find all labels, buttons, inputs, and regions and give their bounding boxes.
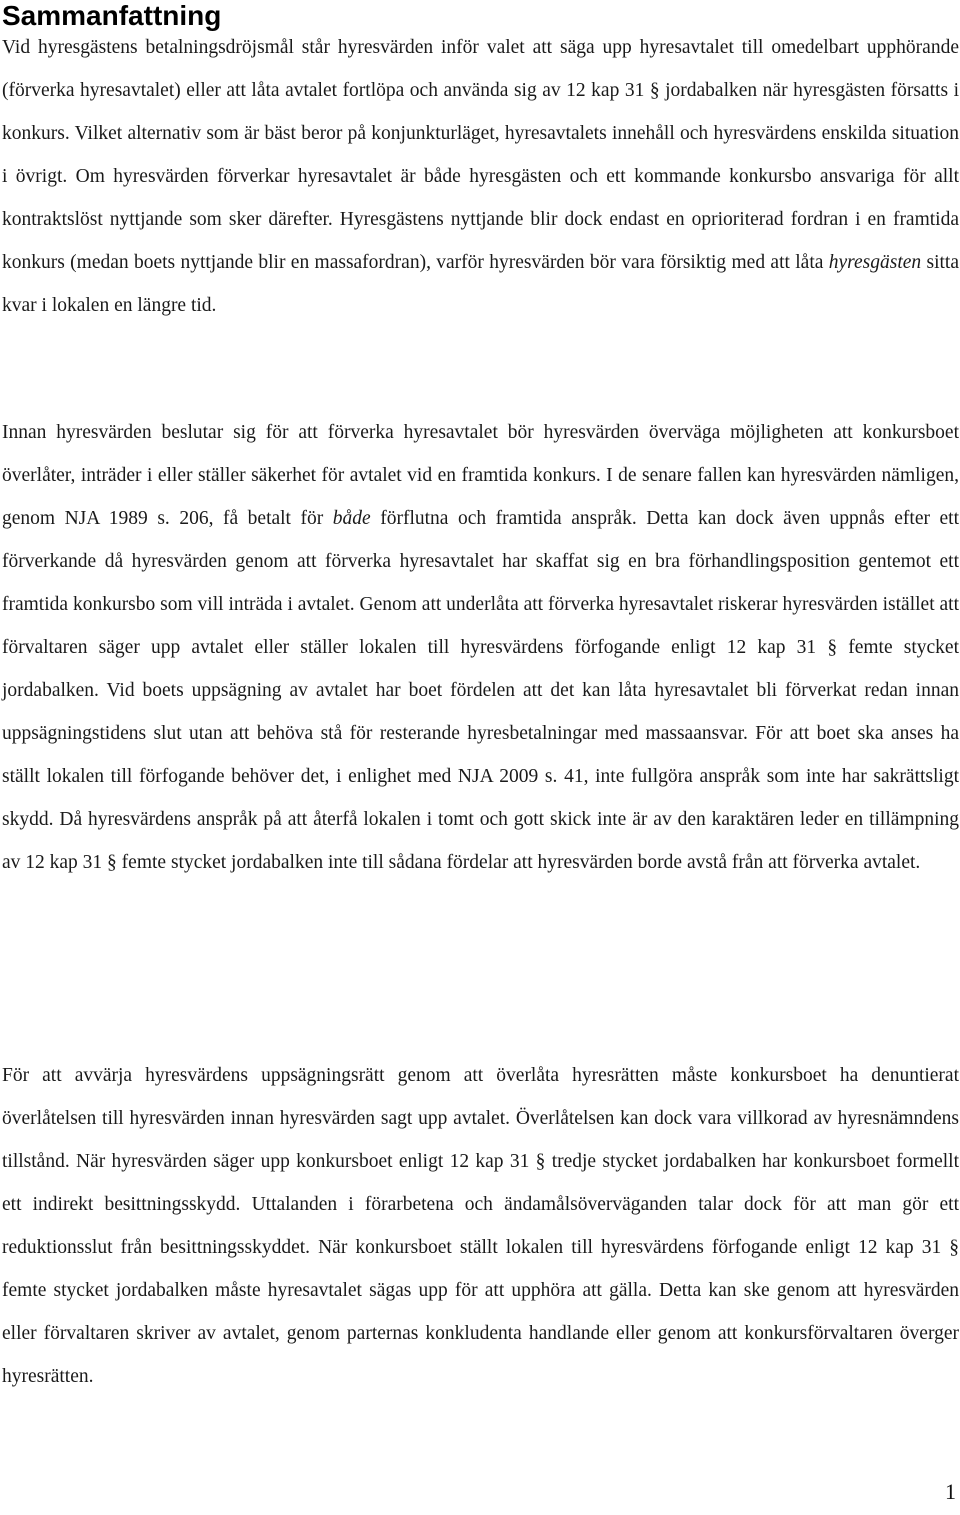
paragraph-1-italic-term: hyresgästen bbox=[828, 252, 922, 273]
paragraph-1-text-start: Vid hyresgästens betalningsdröjsmål står hyresvärden inför valet att säga upp hyresavtalet till omedelbart upphörande (förverka hyresavtalet) eller att låta avtalet fortlöpa och använda sig av 12 kap 31 § jordabalken när hyresgästen försatts i konkurs. Vilket alternativ som är bäst beror på konjunkturläget, hyresavtalets innehåll och hyresvärdens enskilda situation i övrigt. Om hyresvärden förverkar hyresavtalet är både hyresgästen och ett kommande konkursbo ansvariga för allt kontraktslöst nyttjande som sker därefter. Hyresgästens nyttjande blir dock endast en oprioriterad fordran i en framtida konkurs (medan boets nyttjande blir en massafordran), varför hyresvärden bör vara försiktig med att låta bbox=[2, 37, 959, 273]
paragraph-2-italic-term: både bbox=[332, 508, 371, 529]
summary-paragraph-3: För att avvärja hyresvärdens uppsägningsrätt genom att överlåta hyresrätten måste konkursboet ha denuntierat överlåtelsen till hyresvärden innan hyresvärden sagt upp avtalet. Överlåtelsen kan dock vara villkorad av hyresnämndens tillstånd. När hyresvärden säger upp konkursboet enligt 12 kap 31 § tredje stycket jordabalken har konkursboet formellt ett indirekt besittningsskydd. Uttalanden i förarbetena och ändamålsöverväganden talar dock för att man gör ett reduktionsslut från besittningsskyddet. När konkursboet ställt lokalen till hyresvärdens förfogande enligt 12 kap 31 § femte stycket jordabalken måste hyresavtalet sägas upp för att upphöra att gälla. Detta kan ske genom att hyresvärden eller förvaltaren skriver av avtalet, genom parternas konkludenta handlande eller genom att konkursförvaltaren överger hyresrätten. bbox=[2, 1065, 959, 1387]
paragraph-2-text-end: förflutna och framtida anspråk. Detta kan dock även uppnås efter ett förverkande då hyresvärden genom att förverka hyresavtalet har skaffat sig en bra förhandlingsposition gentemot ett framtida konkursbo som vill inträda i avtalet. Genom att underlåta att förverka hyresavtalet riskerar hyresvärden istället att förvaltaren säger upp avtalet eller ställer lokalen till hyresvärdens förfogande enligt 12 kap 31 § femte stycket jordabalken. Vid boets uppsägning av avtalet har boet fördelen att det kan låta hyresavtalet bli förverkat redan innan uppsägningstidens slut utan att behöva stå för resterande hyresbetalningar med massaansvar. För att boet ska anses ha ställt lokalen till förfogande behöver det, i enlighet med NJA 2009 s. 41, inte fullgöra anspråk som inte har sakrättsligt skydd. Då hyresvärdens anspråk på att återfå lokalen i tomt och gott skick inte är av den karaktären leder en tillämpning av 12 kap 31 § femte stycket jordabalken inte till sådana fördelar att hyresvärden borde avstå från att förverka avtalet. bbox=[2, 508, 959, 873]
section-heading: Sammanfattning bbox=[2, 0, 222, 31]
summary-paragraph-1 bbox=[2, 26, 959, 327]
page-number: 1 bbox=[945, 1479, 956, 1504]
summary-paragraph-2 bbox=[2, 411, 959, 884]
paragraph-2-text-start: Innan hyresvärden beslutar sig för att förverka hyresavtalet bör hyresvärden överväga möjligheten att konkursboet överlåter, inträder i eller ställer säkerhet för avtalet vid en framtida konkurs. I de senare fallen kan hyresvärden nämligen, genom NJA 1989 s. 206, få betalt för bbox=[2, 422, 959, 529]
paragraph-1-text-end: sitta kvar i lokalen en längre tid. bbox=[2, 252, 960, 316]
